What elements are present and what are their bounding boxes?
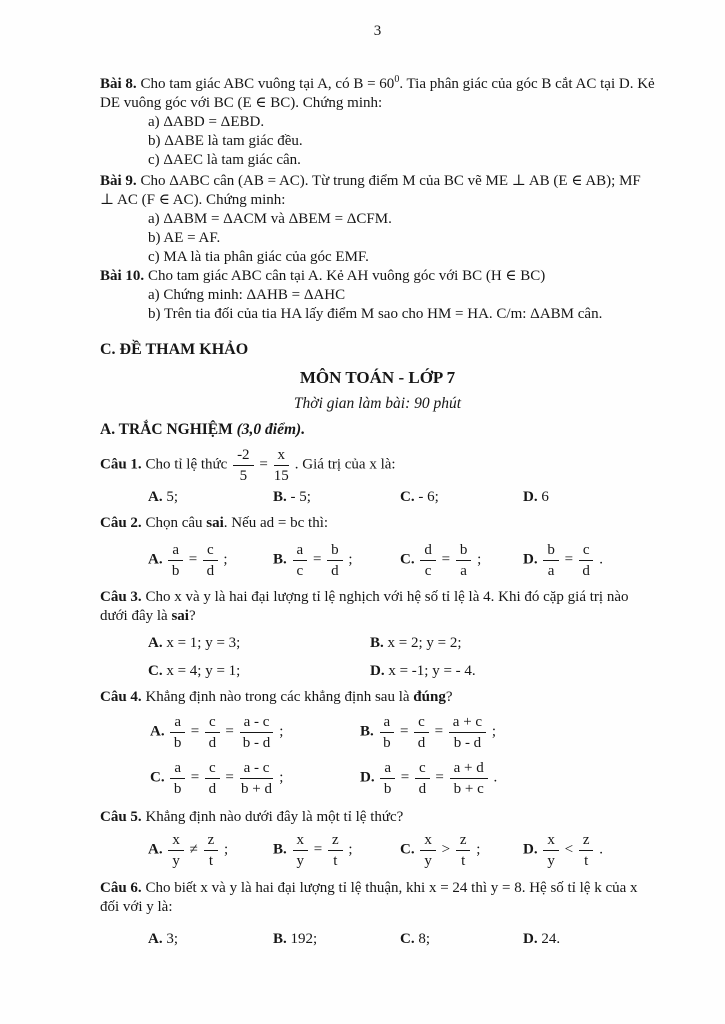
question-6-options-option-a: A. 3; xyxy=(148,931,179,947)
question-4-options-row-2-option-b: D. $\frac{a}{b}$ = $\frac{c}{d}$ = $\frac{a + d}{b + c}$ . xyxy=(360,760,498,797)
fraction: $\frac{a - c}{b - d}$ xyxy=(240,713,274,751)
question-4-options-row-1 xyxy=(150,711,655,753)
fraction: $\frac{a}{b}$ xyxy=(170,759,185,797)
problem-9-intro: Bài 9. Cho ΔABC cân (AB = AC). Từ trung điểm M của BC vẽ ME ⊥ AB (E ∈ AB); MF ⊥ AC (F ∈ AC). Chứng minh: xyxy=(100,173,641,208)
problem-9-item-a: a) ΔABM = ΔACM và ΔBEM = ΔCFM. xyxy=(148,211,392,227)
problem-8-intro: Bài 8. Cho tam giác ABC vuông tại A, có $B = 60^0$. Tia phân giác của góc B cắt AC tại D. Kẻ DE vuông góc với BC (E ∈ BC). Chứng minh: xyxy=(100,74,655,111)
fraction: $\frac{a}{b}$ xyxy=(380,713,395,751)
question-6-options xyxy=(148,930,655,949)
fraction: $\frac{x}{y}$ xyxy=(543,831,559,869)
fraction: $\frac{c}{d}$ xyxy=(203,541,218,579)
problem-9-item-c: c) MA là tia phân giác của góc EMF. xyxy=(148,249,369,265)
fraction: $\frac{a}{b}$ xyxy=(380,759,395,797)
fraction: $\frac{a + d}{b + c}$ xyxy=(450,759,488,797)
fraction: $\frac{a}{c}$ xyxy=(293,541,308,579)
question-5-options-option-b: B. $\frac{x}{y}$ = $\frac{z}{t}$ ; xyxy=(273,832,353,869)
question-1-stem: Câu 1. Cho tỉ lệ thức $\frac{-2}{5}$ = $\frac{x}{15}$ . Giá trị của x là: xyxy=(100,447,396,484)
question-3-options-row-1 xyxy=(148,634,655,653)
problem-9-item-b: b) AE = AF. xyxy=(148,230,221,246)
fraction: $\frac{b}{d}$ xyxy=(327,541,343,579)
fraction: $\frac{-2}{5}$ xyxy=(233,446,254,484)
fraction: $\frac{b}{a}$ xyxy=(543,541,559,579)
question-1-options-option-b: B. - 5; xyxy=(273,489,311,505)
question-3-options-row-2-option-b: D. x = -1; y = - 4. xyxy=(370,663,476,679)
problem-8-item-a: a) ΔABD = ΔEBD. xyxy=(148,114,265,130)
question-1-options-option-d: D. 6 xyxy=(523,489,549,505)
question-6-options-option-c: C. 8; xyxy=(400,931,431,947)
question-1-options xyxy=(148,488,655,507)
question-5-options xyxy=(148,829,655,871)
exam-title: MÔN TOÁN - LỚP 7 xyxy=(299,368,456,387)
question-3-options-row-2-option-a: C. x = 4; y = 1; xyxy=(148,663,241,679)
page-number: 3 xyxy=(373,23,382,39)
question-6-options-option-d: D. 24. xyxy=(523,931,561,947)
fraction: $\frac{c}{d}$ xyxy=(415,759,430,797)
question-5-stem: Câu 5. Khẳng định nào dưới đây là một tỉ lệ thức? xyxy=(100,809,404,825)
fraction: $\frac{z}{t}$ xyxy=(328,831,343,869)
problem-8-item-b: b) ΔABE là tam giác đều. xyxy=(148,133,303,149)
fraction: $\frac{x}{y}$ xyxy=(168,831,184,869)
fraction: $\frac{b}{a}$ xyxy=(456,541,472,579)
question-3-options-row-2 xyxy=(148,662,655,681)
question-6-options-option-b: B. 192; xyxy=(273,931,318,947)
question-4-options-row-1-option-a: A. $\frac{a}{b}$ = $\frac{c}{d}$ = $\frac{a - c}{b - d}$ ; xyxy=(150,714,284,751)
problem-8-item-c: c) ΔAEC là tam giác cân. xyxy=(148,152,301,168)
section-a-heading: A. TRẮC NGHIỆM (3,0 điểm). xyxy=(100,421,306,438)
problem-10-item-b: b) Trên tia đối của tia HA lấy điểm M sao cho HM = HA. C/m: ΔABM cân. xyxy=(148,306,603,322)
question-4-options-row-2-option-a: C. $\frac{a}{b}$ = $\frac{c}{d}$ = $\frac{a - c}{b + d}$ ; xyxy=(150,760,284,797)
fraction: $\frac{z}{t}$ xyxy=(579,831,594,869)
question-3-options-row-1-option-a: A. x = 1; y = 3; xyxy=(148,635,241,651)
question-3-stem: Câu 3. Cho x và y là hai đại lượng tỉ lệ nghịch với hệ số tỉ lệ là 4. Khi đó cặp giá trị nào dưới đây là sai? xyxy=(100,589,629,624)
question-4-options-row-2 xyxy=(150,757,655,799)
question-4-stem: Câu 4. Khẳng định nào trong các khẳng định sau là đúng? xyxy=(100,689,453,705)
question-2-stem: Câu 2. Chọn câu sai. Nếu ad = bc thì: xyxy=(100,515,329,531)
fraction: $\frac{a}{b}$ xyxy=(168,541,183,579)
fraction: $\frac{x}{15}$ xyxy=(273,447,289,484)
fraction: $\frac{c}{d}$ xyxy=(205,713,220,751)
question-6-stem: Câu 6. Cho biết x và y là hai đại lượng tỉ lệ thuận, khi x = 24 thì y = 8. Hệ số tỉ lệ k của x đối với y là: xyxy=(100,880,638,915)
question-5-options-option-d: D. $\frac{x}{y}$ < $\frac{z}{t}$ . xyxy=(523,832,603,869)
fraction: $\frac{a + c}{b - d}$ xyxy=(449,713,486,751)
fraction: $\frac{x}{y}$ xyxy=(420,831,436,869)
question-2-options-option-d: D. $\frac{b}{a}$ = $\frac{c}{d}$ . xyxy=(523,542,603,579)
question-4-options-row-1-option-b: B. $\frac{a}{b}$ = $\frac{c}{d}$ = $\frac{a + c}{b - d}$ ; xyxy=(360,714,496,751)
problem-10-intro: Bài 10. Cho tam giác ABC cân tại A. Kẻ AH vuông góc với BC (H ∈ BC) xyxy=(100,268,546,284)
fraction: $\frac{c}{d}$ xyxy=(579,541,594,579)
fraction: $\frac{a - c}{b + d}$ xyxy=(241,760,273,797)
question-2-options-option-b: B. $\frac{a}{c}$ = $\frac{b}{d}$ ; xyxy=(273,542,353,579)
question-1-options-option-a: A. 5; xyxy=(148,489,179,505)
question-5-options-option-a: A. $\frac{x}{y}$ ≠ $\frac{z}{t}$ ; xyxy=(148,832,229,869)
exam-duration: Thời gian làm bài: 90 phút xyxy=(293,395,462,412)
fraction: $\frac{a}{b}$ xyxy=(170,713,185,751)
question-2-options xyxy=(148,539,655,581)
problem-10-item-a: a) Chứng minh: ΔAHB = ΔAHC xyxy=(148,287,346,303)
document-content xyxy=(100,75,655,949)
fraction: $\frac{z}{t}$ xyxy=(456,831,471,869)
fraction: $\frac{z}{t}$ xyxy=(204,831,219,869)
question-1-options-option-c: C. - 6; xyxy=(400,489,439,505)
question-3-options-row-1-option-b: B. x = 2; y = 2; xyxy=(370,635,462,651)
question-2-options-option-a: A. $\frac{a}{b}$ = $\frac{c}{d}$ ; xyxy=(148,542,228,579)
fraction: $\frac{c}{d}$ xyxy=(414,713,429,751)
section-c-heading: C. ĐỀ THAM KHẢO xyxy=(100,341,249,358)
fraction: $\frac{d}{c}$ xyxy=(420,541,436,579)
question-5-options-option-c: C. $\frac{x}{y}$ > $\frac{z}{t}$ ; xyxy=(400,832,481,869)
question-2-options-option-c: C. $\frac{d}{c}$ = $\frac{b}{a}$ ; xyxy=(400,542,482,579)
fraction: $\frac{c}{d}$ xyxy=(205,759,220,797)
fraction: $\frac{x}{y}$ xyxy=(293,831,309,869)
